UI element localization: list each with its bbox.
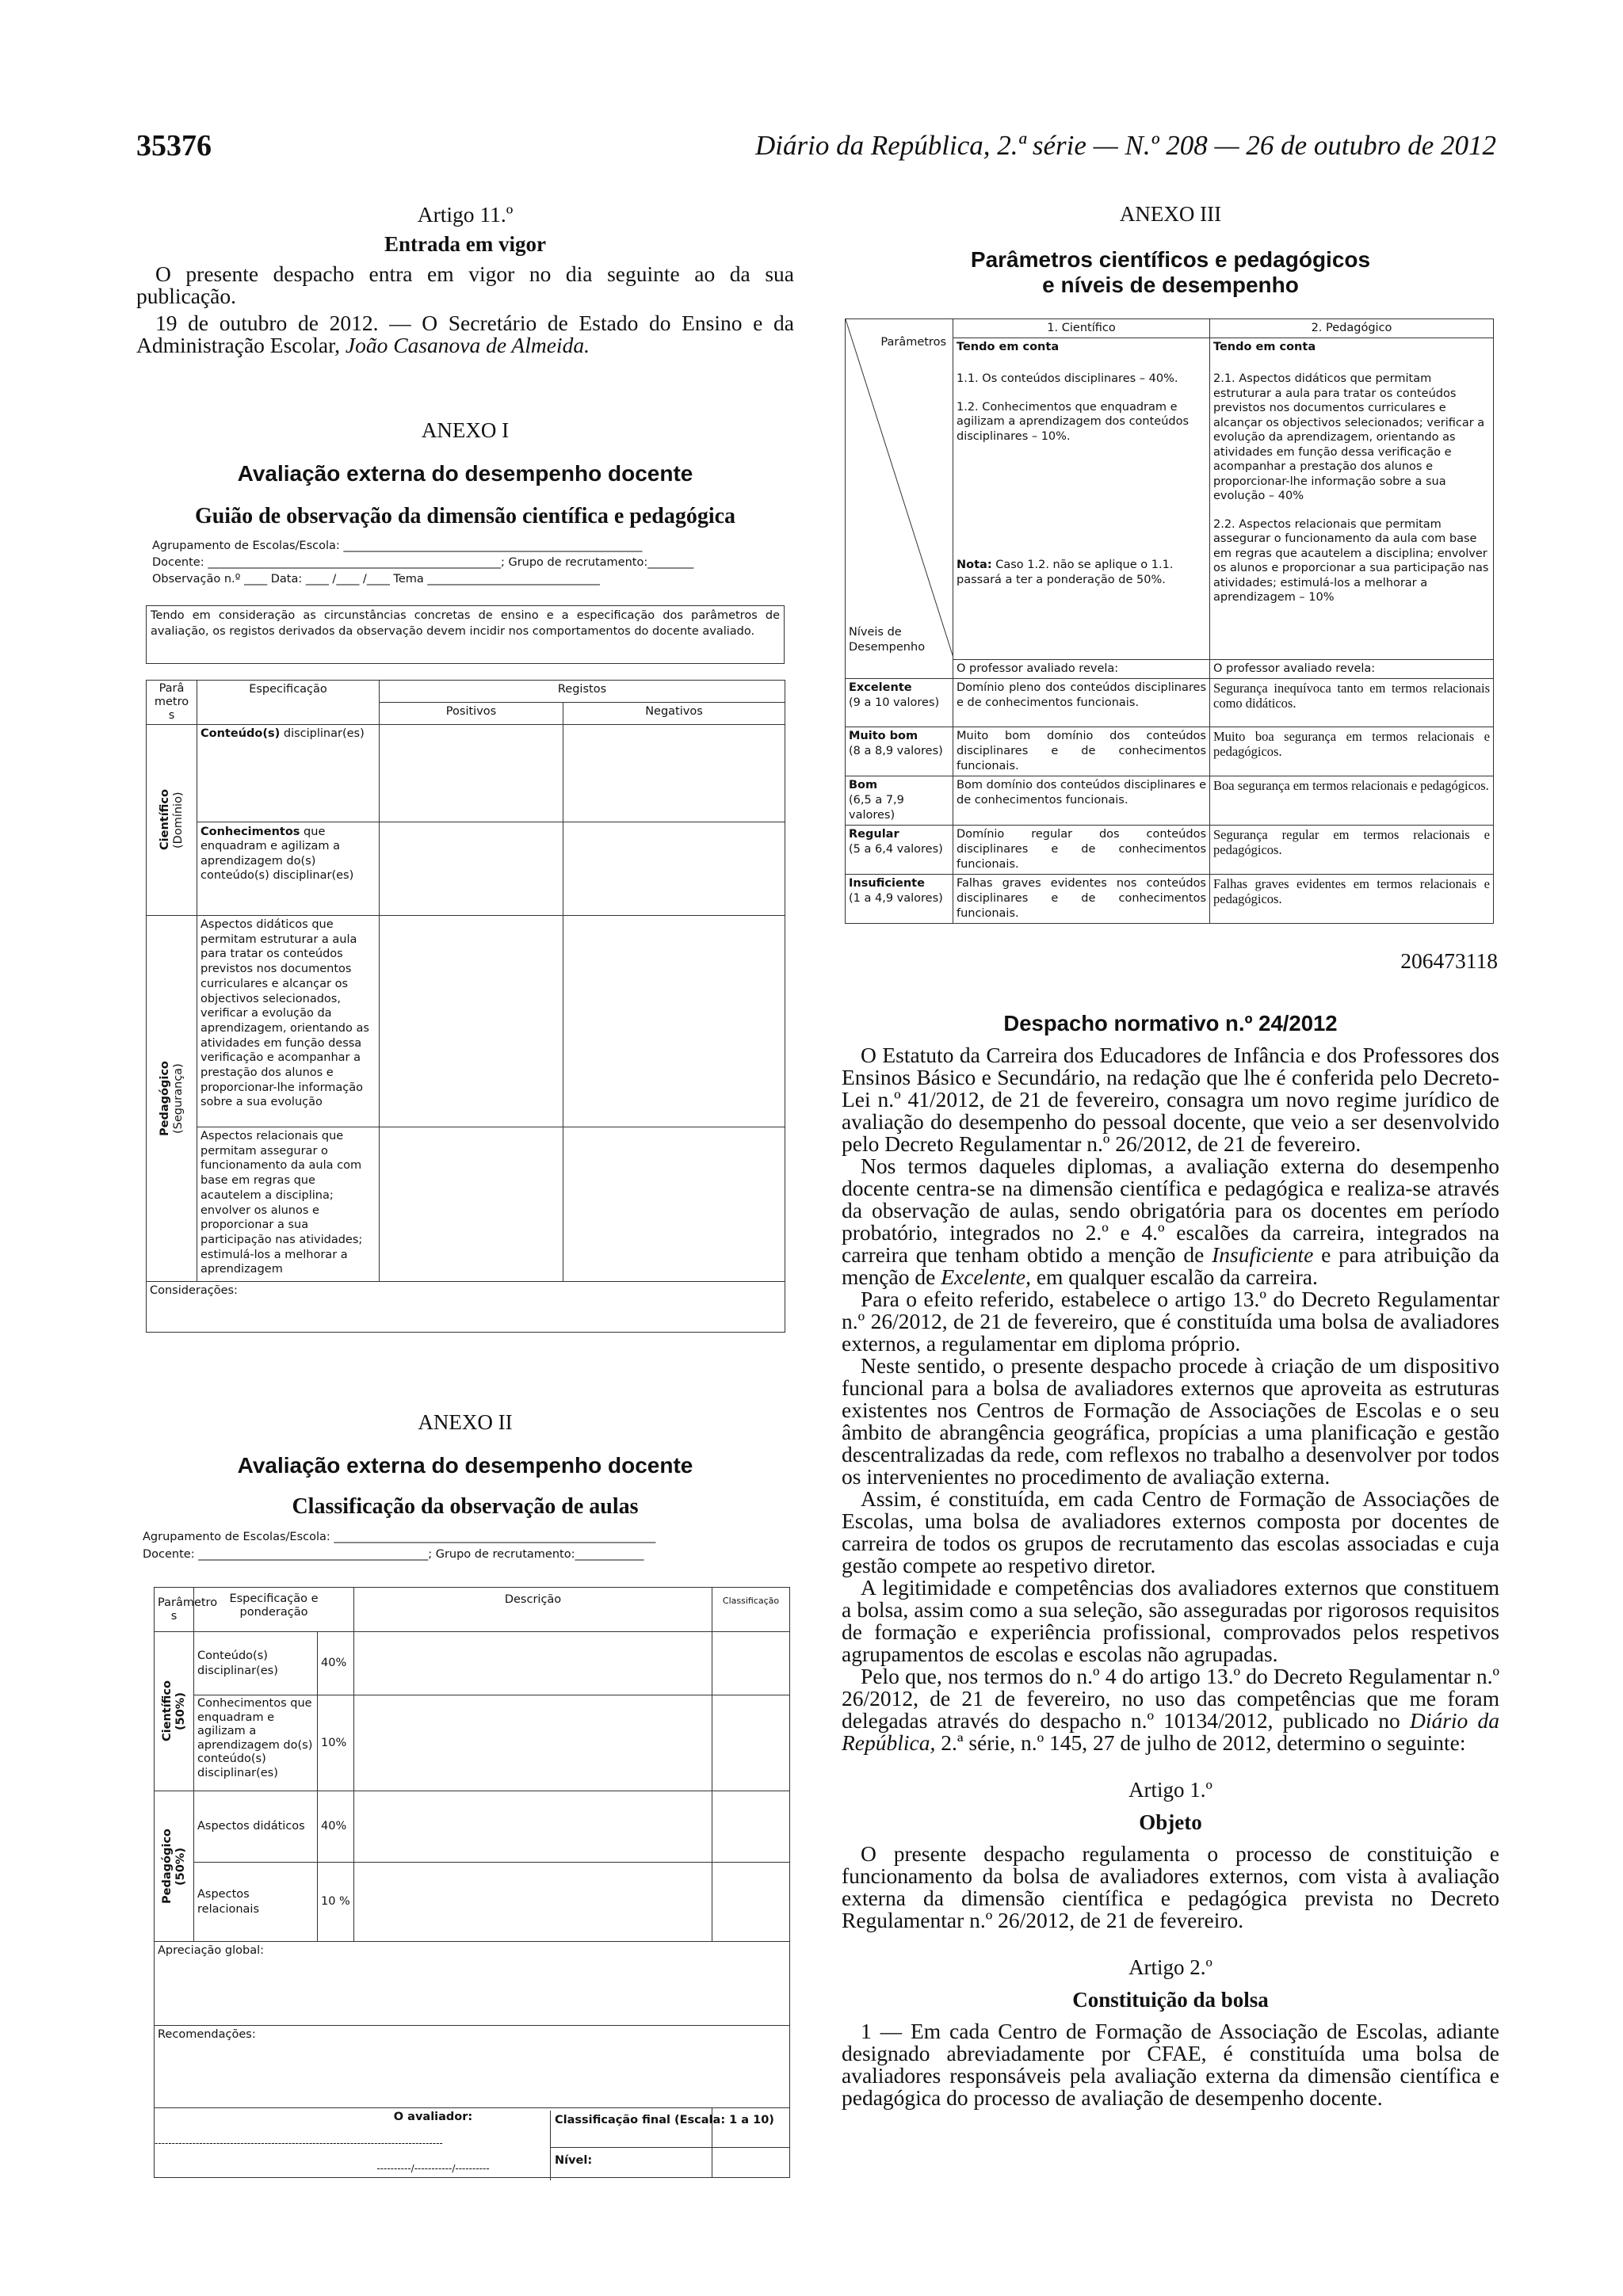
article-2-heading: Constituição da bolsa bbox=[1072, 1988, 1269, 2012]
a3-col-pedagogico: 2. Pedagógico bbox=[1210, 319, 1494, 338]
article-11-text: O presente despacho entra em vigor no dia seguinte ao da sua publicação. bbox=[136, 261, 794, 308]
a2-spec-didaticos: Aspectos didáticos bbox=[194, 1791, 318, 1863]
despacho-p7: Pelo que, nos termos do n.º 4 do artigo 13.º do Decreto Regulamentar n.º 26/2012, de 21 de fevereiro, no uso das competências que me foram delegadas através do despacho n.º 10134/2012, publicado no Diário da República, 2.ª série, n.º 145, 27 de julho de 2012, determino o seguinte: bbox=[842, 1664, 1499, 1755]
anexo-2-subtitle: Classificação da observação de aulas bbox=[292, 1494, 639, 1519]
article-2-text: 1 — Em cada Centro de Formação de Associação de Escolas, adiante designado abreviadamente por CFAE, é constituída uma bolsa de avaliadores responsáveis pela avaliação externa da dimensão científica e pedagógica do processo de avaliação de desempenho docente. bbox=[842, 2019, 1499, 2110]
a1-neg-2[interactable] bbox=[563, 822, 785, 915]
anexo-1-subtitle: Guião de observação da dimensão científica e pedagógica bbox=[194, 504, 736, 528]
a2-nivel-label: Nível: bbox=[555, 2154, 593, 2167]
a2-avaliador-label: O avaliador: bbox=[393, 2111, 473, 2123]
a2-weight-didaticos: 40% bbox=[318, 1791, 354, 1863]
anexo-2-label: ANEXO II bbox=[418, 1410, 513, 1434]
a2-nivel-divider bbox=[550, 2147, 789, 2148]
a3-ped-insuficiente: Falhas graves evidentes em termos relacionais e pedagógicos. bbox=[1210, 874, 1494, 923]
despacho-p4: Neste sentido, o presente despacho procede à criação de um dispositivo funcional para a bolsa de avaliadores externos que aproveita as estruturas existentes nos Centros de Formação de Associações de Escolas e o seu âmbito de abrangência geográfica, propícias a uma planificação e gestão descentralizadas da rede, com reflexos no trabalho a desenvolver por todos os intervenientes no procedimento de avaliação externa. bbox=[842, 1353, 1499, 1489]
a1-neg-3[interactable] bbox=[563, 916, 785, 1127]
anexo-2-title: Avaliação externa do desempenho docente bbox=[237, 1453, 693, 1478]
a3-cient-insuficiente: Falhas graves evidentes nos conteúdos disciplinares e de conhecimentos funcionais. bbox=[953, 874, 1210, 923]
a2-spec-conhecimentos: Conhecimentos que enquadram e agilizam a aprendizagem do(s) conteúdo(s) disciplinar(es) bbox=[194, 1695, 318, 1791]
a2-class-1[interactable] bbox=[712, 1632, 790, 1695]
a2-class-4[interactable] bbox=[712, 1863, 790, 1942]
a2-weight-conteudos: 40% bbox=[318, 1632, 354, 1695]
a2-date-line: ----------/-----------/---------- bbox=[376, 2163, 490, 2174]
anexo-1-field-school: Agrupamento de Escolas/Escola: ____________________________________________________ bbox=[152, 540, 643, 552]
a3-level-excelente: Excelente (9 a 10 valores) bbox=[846, 678, 953, 727]
a2-spec-relacionais: Aspectos relacionais bbox=[194, 1863, 318, 1942]
a2-col-desc: Descrição bbox=[354, 1588, 712, 1632]
anexo-2-field-teacher: Docente: ________________________________________; Grupo de recrutamento:____________ bbox=[143, 1548, 644, 1561]
a2-spec-conteudos: Conteúdo(s) disciplinar(es) bbox=[194, 1632, 318, 1695]
a2-apreciacao-global[interactable]: Apreciação global: bbox=[155, 1942, 790, 2026]
article-2-title: Artigo 2.º bbox=[1128, 1955, 1212, 1979]
a3-c2-b: 2.2. Aspectos relacionais que permitam assegurar o funcionamento da aula com base em regras que acautelem a disciplina; envolver os alunos e proporcionar a sua participação nas atividades; estimulá-los a melhorar a aprendizagem – 10% bbox=[1213, 517, 1489, 604]
anexo-1-field-observation: Observação n.º ____ Data: ____ /____ /____ Tema ______________________________ bbox=[152, 573, 600, 585]
a2-pedagogico-cell: Pedagógico (50%) bbox=[155, 1791, 194, 1942]
article-11-heading: Entrada em vigor bbox=[384, 232, 546, 256]
a3-ped-bom: Boa segurança em termos relacionais e pedagógicos. bbox=[1210, 776, 1494, 825]
signature-paragraph: 19 de outubro de 2012. — O Secretário de Estado do Ensino e da Administração Escolar, João Casanova de Almeida. bbox=[136, 311, 794, 357]
a1-neg-1[interactable] bbox=[563, 725, 785, 822]
a3-pedagogico-params bbox=[1210, 338, 1494, 659]
a2-weight-relacionais: 10 % bbox=[318, 1863, 354, 1942]
despacho-body bbox=[842, 1044, 1499, 2109]
anexo-3-label: ANEXO III bbox=[1119, 202, 1222, 226]
a3-reveals-2: O professor avaliado revela: bbox=[1210, 659, 1494, 678]
article-1-heading: Objeto bbox=[1139, 1810, 1202, 1834]
a1-pos-3[interactable] bbox=[380, 916, 563, 1127]
a1-spec-didaticos: Aspectos didáticos que permitam estruturar a aula para tratar os conteúdos previstos nos documentos curriculares e alcançar os objectivos selecionados, verificar a evolução da aprendizagem, orientando as atividades em função dessa verificação e acompanhar a prestação dos alunos e proporcionar-lhe informação sobre a sua evolução bbox=[197, 916, 380, 1127]
a2-cientifico-cell: Científico (50%) bbox=[155, 1632, 194, 1791]
a2-col-param: Parâmetro s bbox=[155, 1588, 194, 1632]
despacho-title: Despacho normativo n.º 24/2012 bbox=[1003, 1011, 1338, 1035]
a1-cientifico-cell: Científico (Domínio) bbox=[147, 725, 197, 916]
a2-desc-1[interactable] bbox=[354, 1632, 712, 1695]
a3-cientifico-params bbox=[953, 338, 1210, 659]
a3-cient-bom: Bom domínio dos conteúdos disciplinares e de conhecimentos funcionais. bbox=[953, 776, 1210, 825]
journal-header: Diário da República, 2.ª série — N.º 208 — 26 de outubro de 2012 bbox=[755, 130, 1496, 161]
a3-c1-a: 1.1. Os conteúdos disciplinares – 40%. bbox=[957, 372, 1178, 385]
a2-desc-4[interactable] bbox=[354, 1863, 712, 1942]
despacho-p1: O Estatuto da Carreira dos Educadores de Infância e dos Professores dos Ensinos Básico e Secundário, na redação que lhe é conferida pelo Decreto-Lei n.º 41/2012, de 21 de fevereiro, consagra um novo regime jurídico de avaliação do desempenho do pessoal docente, que veio a ser desenvolvido pelo Decreto Regulamentar n.º 26/2012, de 21 de fevereiro. bbox=[842, 1043, 1499, 1156]
a3-tendo-1: Tendo em conta bbox=[957, 340, 1060, 353]
a2-signature-line: ------------------------------------------------------------------------------------ bbox=[155, 2137, 443, 2149]
despacho-p3: Para o efeito referido, estabelece o artigo 13.º do Decreto Regulamentar n.º 26/2012, de 21 de fevereiro, que é constituída uma bolsa de avaliadores externos, a regulamentar em diploma próprio. bbox=[842, 1287, 1499, 1356]
a3-cient-muito-bom: Muito bom domínio dos conteúdos disciplinares e de conhecimentos funcionais. bbox=[953, 727, 1210, 776]
a2-final-class-label: Classificação final (Escala: 1 a 10) bbox=[555, 2114, 774, 2126]
reference-number: 206473118 bbox=[1400, 948, 1498, 973]
a3-corner-cell bbox=[846, 319, 953, 679]
a1-spec-conteudos: Conteúdo(s) disciplinar(es) bbox=[197, 725, 380, 822]
a2-recomendacoes[interactable]: Recomendações: bbox=[155, 2026, 790, 2108]
anexo-1-note-box: Tendo em consideração as circunstâncias concretas de ensino e a especificação dos parâmetros de avaliação, os registos derivados da observação devem incidir nos comportamentos do docente avaliado. bbox=[146, 605, 785, 664]
a3-ped-muito-bom: Muito boa segurança em termos relacionais e pedagógicos. bbox=[1210, 727, 1494, 776]
anexo-1-label: ANEXO I bbox=[421, 418, 510, 442]
a3-parametros-label: Parâmetros bbox=[880, 336, 946, 349]
a2-class-2[interactable] bbox=[712, 1695, 790, 1791]
a1-spec-relacionais: Aspectos relacionais que permitam assegurar o funcionamento da aula com base em regras que acautelem a disciplina; envolver os alunos e proporcionar a sua participação nas atividades; estimulá-los a melhorar a aprendizagem bbox=[197, 1127, 380, 1282]
a1-neg-4[interactable] bbox=[563, 1127, 785, 1282]
a3-level-insuficiente: Insuficiente (1 a 4,9 valores) bbox=[846, 874, 953, 923]
a1-pos-1[interactable] bbox=[380, 725, 563, 822]
a3-level-muito-bom: Muito bom (8 a 8,9 valores) bbox=[846, 727, 953, 776]
a2-col-class: Classificação bbox=[712, 1588, 790, 1632]
article-11-title: Artigo 11.º bbox=[417, 202, 514, 227]
a1-spec-conhecimentos: Conhecimentos que enquadram e agilizam a aprendizagem do(s) conteúdo(s) disciplinar(es) bbox=[197, 822, 380, 915]
a1-consideracoes[interactable]: Considerações: bbox=[147, 1282, 785, 1333]
article-1-text: O presente despacho regulamenta o processo de constituição e funcionamento da bolsa de avaliadores externos, com vista à avaliação externa da dimensão científica e pedagógica prevista no Decreto Regulamentar n.º 26/2012, de 21 de fevereiro. bbox=[842, 1841, 1499, 1932]
a3-cient-excelente: Domínio pleno dos conteúdos disciplinares e de conhecimentos funcionais. bbox=[953, 678, 1210, 727]
a2-final-class-divider bbox=[550, 2111, 551, 2180]
anexo-3-title: Parâmetros científicos e pedagógicos e níveis de desempenho bbox=[970, 247, 1371, 297]
a3-col-cientifico: 1. Científico bbox=[953, 319, 1210, 338]
anexo-3-table bbox=[845, 318, 1494, 924]
page-number: 35376 bbox=[136, 129, 212, 162]
a3-ped-regular: Segurança regular em termos relacionais e pedagógicos. bbox=[1210, 825, 1494, 874]
a3-c2-a: 2.1. Aspectos didáticos que permitam estruturar a aula para tratar os conteúdos previstos nos documentos curriculares e alcançar os objectivos selecionados; verificar a evolução da aprendizagem, orientando as atividades em função dessa verificação e acompanhar a prestação dos alunos e proporcionar-lhe informação sobre a sua evolução – 40% bbox=[1213, 372, 1485, 502]
anexo-1-observation-table bbox=[146, 680, 785, 1333]
despacho-p5: Assim, é constituída, em cada Centro de Formação de Associações de Escolas, uma bolsa de avaliadores externos composta por docentes de carreira de todos os grupos de recrutamento das escolas associadas e cuja gestão compete ao respetivo diretor. bbox=[842, 1486, 1499, 1577]
a2-col-spec: Especificação e ponderação bbox=[194, 1588, 354, 1632]
a2-desc-2[interactable] bbox=[354, 1695, 712, 1791]
a3-reveals-1: O professor avaliado revela: bbox=[953, 659, 1210, 678]
a2-weight-conhecimentos: 10% bbox=[318, 1695, 354, 1791]
anexo-2-field-school: Agrupamento de Escolas/Escola: ________________________________________________________ bbox=[143, 1531, 656, 1543]
anexo-2-classification-table bbox=[154, 1587, 790, 2178]
a3-level-regular: Regular (5 a 6,4 valores) bbox=[846, 825, 953, 874]
a3-ped-excelente: Segurança inequívoca tanto em termos relacionais como didáticos. bbox=[1210, 678, 1494, 727]
despacho-p6: A legitimidade e competências dos avaliadores externos que constituem a bolsa, assim como a sua seleção, são asseguradas por rigorosos requisitos de formação e experiência profissional, comprovados pelos respetivos agrupamentos de escolas e escolas não agrupadas. bbox=[842, 1575, 1499, 1666]
anexo-3-table-wrap bbox=[845, 318, 1493, 934]
a1-col-negativos: Negativos bbox=[563, 703, 785, 725]
a3-tendo-2: Tendo em conta bbox=[1213, 340, 1316, 353]
a1-pedagogico-cell: Pedagógico (Segurança) bbox=[147, 916, 197, 1282]
anexo-1-field-teacher: Docente: ___________________________________________________; Grupo de recrutamento:________ bbox=[152, 556, 694, 569]
a1-col-spec: Especificação bbox=[197, 681, 380, 725]
a3-niveis-label: Níveis de Desempenho bbox=[849, 626, 926, 654]
a3-c1-b: 1.2. Conhecimentos que enquadram e agilizam a aprendizagem dos conteúdos disciplinares – 10%. bbox=[957, 400, 1190, 443]
a1-col-registos: Registos bbox=[380, 681, 785, 703]
a3-diagonal-line bbox=[846, 319, 953, 658]
article-1-title: Artigo 1.º bbox=[1128, 1778, 1212, 1802]
a3-c1-note: Nota: Caso 1.2. não se aplique o 1.1. passará a ter a ponderação de 50%. bbox=[957, 559, 1174, 586]
signature-name: João Casanova de Almeida. bbox=[345, 333, 590, 357]
despacho-p2: Nos termos daqueles diplomas, a avaliação externa do desempenho docente centra-se na dimensão científica e pedagógica e realiza-se através da observação de aulas, sendo obrigatória para os docentes em período probatório, integrados no 2.º e 4.º escalões da carreira, integrados na carreira que tenham obtido a menção de Insuficiente e para atribuição da menção de Excelente, em qualquer escalão da carreira. bbox=[842, 1154, 1499, 1289]
a3-cient-regular: Domínio regular dos conteúdos disciplinares e de conhecimentos funcionais. bbox=[953, 825, 1210, 874]
a3-level-bom: Bom (6,5 a 7,9 valores) bbox=[846, 776, 953, 825]
a1-col-param: Parâ metro s bbox=[147, 681, 197, 725]
a2-desc-3[interactable] bbox=[354, 1791, 712, 1863]
anexo-1-title: Avaliação externa do desempenho docente bbox=[237, 461, 693, 486]
a1-pos-2[interactable] bbox=[380, 822, 563, 915]
left-column bbox=[136, 202, 794, 357]
a1-col-positivos: Positivos bbox=[380, 703, 563, 725]
a2-class-3[interactable] bbox=[712, 1791, 790, 1863]
a1-pos-4[interactable] bbox=[380, 1127, 563, 1282]
